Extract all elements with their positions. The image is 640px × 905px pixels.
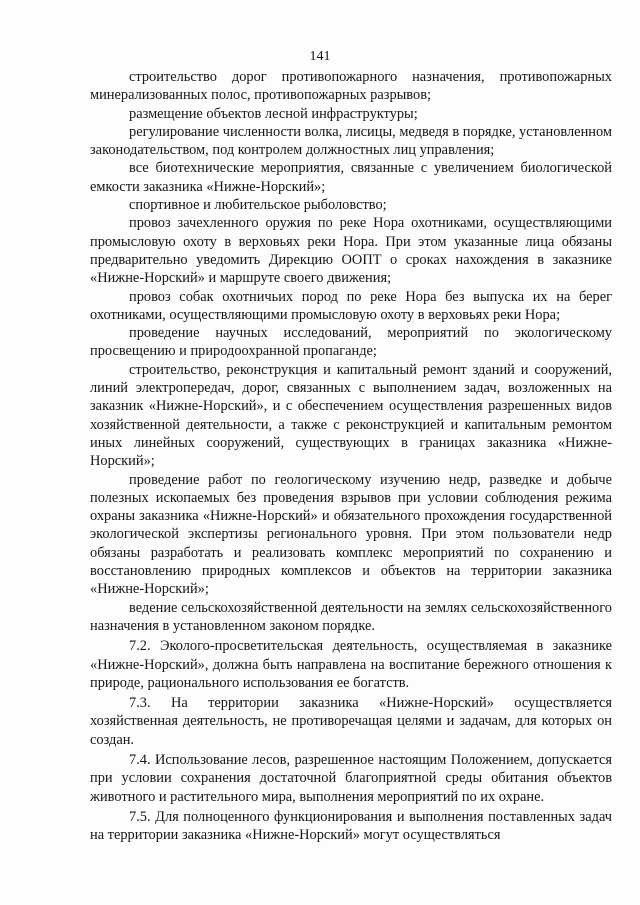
paragraph-weapon-transport: провоз зачехленного оружия по реке Нора охотниками, осуществляющими промысловую охоту в верховьях реки Нора. При этом указанные лица обязаны предварительно уведомить Дирекцию ООПТ о сроках нахождения в заказнике «Нижне-Норский» и маршруте своего движения; [90, 215, 612, 287]
paragraph-construction: строительство, реконструкция и капитальный ремонт зданий и сооружений, линий электропередач, дорог, связанных с выполнением задач, возложенных на заказник «Нижне-Норский», и с обеспечением осуществления разрешенных видов хозяйственной деятельности, а также с реконструкцией и капитальным ремонтом иных линейных сооружений, существующих в границах заказника «Нижне-Норский»; [90, 361, 612, 470]
paragraph-agriculture: ведение сельскохозяйственной деятельности на землях сельскохозяйственного назначения в установленном законом порядке. [90, 599, 612, 634]
paragraph-research: проведение научных исследований, мероприятий по экологическому просвещению и природоохранной пропаганде; [90, 325, 612, 360]
paragraph-fishing: спортивное и любительское рыболовство; [129, 197, 387, 214]
paragraph-7-2: 7.2. Эколого-просветительская деятельность, осуществляемая в заказнике «Нижне-Норский», должна быть направлена на воспитание бережного отношения к природе, рационального использования ее богатств. [90, 638, 612, 691]
paragraph-predator-control: регулирование численности волка, лисицы, медведя в порядке, установленном законодательством, под контролем должностных лиц управления; [90, 123, 612, 159]
paragraph-biotechnical-measures: все биотехнические мероприятия, связанные с увеличением биологической емкости заказника «Нижне-Норский»; [90, 160, 612, 195]
page-number: 141 [309, 49, 331, 64]
paragraph-firebreak-roads: строительство дорог противопожарного назначения, противопожарных минерализованных полос, противопожарных разрывов; [90, 69, 612, 104]
paragraph-forest-infrastructure: размещение объектов лесной инфраструктуры; [129, 105, 418, 122]
paragraph-geological-works: проведение работ по геологическому изучению недр, разведке и добыче полезных ископаемых без проведения взрывов при условии соблюдения режима охраны заказника «Нижне-Норский» и обязательного прохождения государственной экологической экспертизы регионального уровня. При этом пользователи недр обязаны разработать и реализовать комплекс мероприятий по сохранению и восстановлению природных комплексов и объектов на территории заказника «Нижне-Норский»; [90, 471, 612, 598]
paragraph-7-4: 7.4. Использование лесов, разрешенное настоящим Положением, допускается при условии сохранения достаточной благоприятной среды обитания объектов животного и растительного мира, выполнения мероприятий по их охране. [90, 751, 612, 805]
paragraph-7-3: 7.3. На территории заказника «Нижне-Норский» осуществляется хозяйственная деятельность, не противоречащая целями и задачам, для которых он создан. [90, 695, 612, 748]
paragraph-7-5: 7.5. Для полноценного функционирования и выполнения поставленных задач на территории заказника «Нижне-Норский» могут осуществляться [90, 808, 612, 844]
document-body [90, 68, 612, 844]
paragraph-dog-transport: провоз собак охотничьих пород по реке Нора без выпуска их на берег охотниками, осуществляющими промысловую охоту в верховьях реки Нора; [90, 288, 612, 323]
